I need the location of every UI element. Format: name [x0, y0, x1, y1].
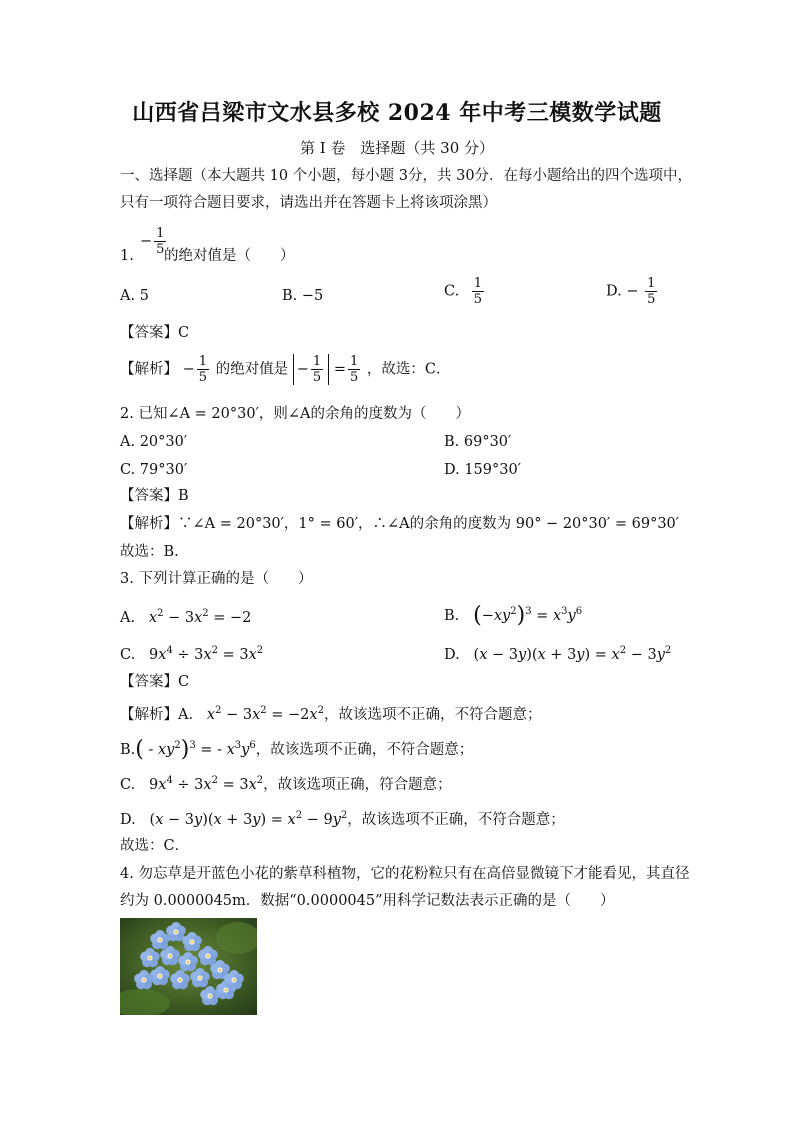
q3-answer: 【答案】C [120, 674, 190, 690]
question-4-line2: 约为 0.0000045m．数据“0.0000045”用科学记数法表示正确的是（ ） [120, 893, 615, 909]
question-1-tail: 的绝对值是（ ） [164, 248, 295, 264]
section-instructions-line1: 一、选择题（本大题共 10 个小题，每小题 3分，共 30分．在每小题给出的四个选项中， [120, 168, 693, 184]
q3-analysis-a: 【解析】A. $x^2 - 3x^2 = -2x^2$，故该选项不正确，不符合题意； [120, 705, 542, 723]
q3-analysis-c: C. $9x^4 \div 3x^2 = 3x^2$，故该选项正确，符合题意； [120, 775, 452, 793]
q3-option-b: B. $(-xy^2)^3 = x^3y^6$ [444, 602, 583, 628]
q2-analysis: 【解析】∵∠A = 20°30′，1° = 60′，∴∠A的余角的度数为 90° − 20°30′ = 69°30′ [120, 516, 680, 532]
q2-option-a: A. 20°30′ [120, 434, 188, 450]
q2-conclusion: 故选：B. [120, 544, 179, 560]
question-2-stem: 2. 已知∠A = 20°30′，则∠A的余角的度数为（ ） [120, 406, 470, 422]
q1-option-d: D. − $\frac{1}{5}$ [606, 276, 656, 307]
forget-me-not-flower-image [120, 918, 257, 1015]
q1-option-a: A. 5 [120, 288, 149, 304]
section-subtitle: 第 I 卷 选择题（共 30 分） [299, 139, 495, 157]
q3-conclusion: 故选：C． [120, 838, 190, 854]
negative-fraction: − $\frac{1}{5}$ [140, 226, 165, 257]
question-3-stem: 3. 下列计算正确的是（ ） [120, 571, 313, 587]
section-instructions-line2: 只有一项符合题目要求，请选出并在答题卡上将该项涂黑） [120, 195, 497, 211]
q3-analysis-d: D. $(x - 3y)(x + 3y) = x^2 - 9y^2$，故该选项不正确，不符合题意； [120, 810, 565, 828]
question-4-line1: 4. 勿忘草是开蓝色小花的紫草科植物，它的花粉粒只有在高倍显微镜下才能看见，其直径 [120, 866, 690, 882]
q3-analysis-b: $B.( - xy^2)^3$ = - $x^3y^6$，故该选项不正确，不符合题意； [120, 736, 474, 762]
q2-option-d: D. 159°30′ [444, 462, 521, 478]
q3-option-c: C. $9x^4 \div 3x^2 = 3x^2$ [120, 645, 264, 663]
question-number: 1. [120, 248, 134, 264]
q2-option-b: B. 69°30′ [444, 434, 512, 450]
page-title: 山西省吕梁市文水县多校 2024 年中考三模数学试题 [132, 100, 662, 126]
q3-option-a: A. $x^2 - 3x^2 = -2$ [120, 608, 252, 626]
q1-option-c: C. $\frac{1}{5}$ [444, 276, 483, 307]
q1-option-b: B. −5 [282, 288, 324, 304]
q3-option-d: D. $(x - 3y)(x + 3y) = x^2 - 3y^2$ [444, 645, 672, 663]
q2-option-c: C. 79°30′ [120, 462, 188, 478]
q1-analysis: 【解析】 − $\frac{1}{5}$ 的绝对值是 − $\frac{1}{5}$ = $\frac{1}{5}$ ，故选：C． [120, 354, 451, 385]
q2-answer: 【答案】B [120, 488, 189, 504]
q1-answer: 【答案】C [120, 325, 190, 341]
